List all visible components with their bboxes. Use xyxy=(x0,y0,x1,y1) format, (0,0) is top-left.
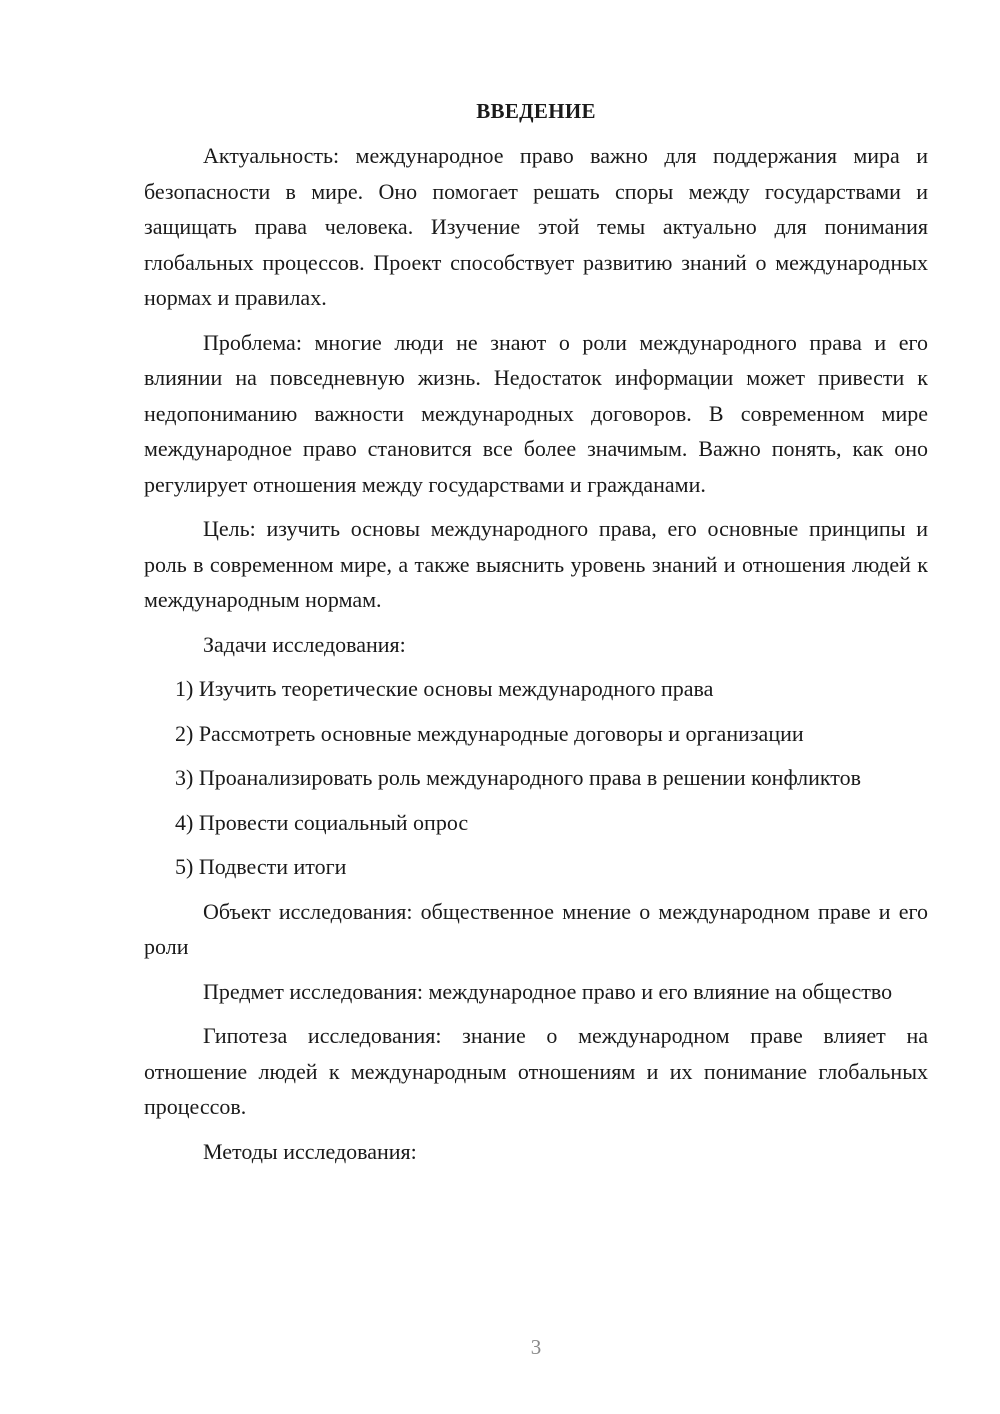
task-item: 2) Рассмотреть основные международные договоры и организации xyxy=(175,720,804,746)
page-number: 3 xyxy=(530,1335,542,1359)
task-item: 3) Проанализировать роль международного права в решении конфликтов xyxy=(175,765,862,790)
goal-paragraph: Цель: изучить основы международного права, его основные принципы и роль в современном мире, а также выяснить уровень знаний и отношения людей к международным нормам. xyxy=(144,516,928,612)
task-item: 1) Изучить теоретические основы международного права xyxy=(175,676,714,701)
tasks-label: Задачи исследования: xyxy=(203,631,406,657)
object-paragraph: Объект исследования: общественное мнение о международном праве и его роли xyxy=(144,898,928,959)
tasks-list xyxy=(144,671,928,885)
section-heading: ВВЕДЕНИЕ xyxy=(476,99,596,123)
document-body xyxy=(144,96,928,1178)
relevance-paragraph: Актуальность: международное право важно для поддержания мира и безопасности в мире. Оно помогает решать споры между государствами и защищать права человека. Изучение этой темы актуально для понимания глобальных процессов. Проект способствует развитию знаний о международных нормах и правилах. xyxy=(144,143,928,310)
subject-paragraph: Предмет исследования: международное право и его влияние на общество xyxy=(203,978,893,1004)
methods-label: Методы исследования: xyxy=(203,1138,417,1164)
problem-paragraph: Проблема: многие люди не знают о роли международного права и его влиянии на повседневную жизнь. Недостаток информации может привести к недопониманию важности международных договоров. В современном мире международное право становится все более значимым. Важно понять, как оно регулирует отношения между государствами и гражданами. xyxy=(144,329,928,497)
task-item: 4) Провести социальный опрос xyxy=(175,809,469,835)
task-item: 5) Подвести итоги xyxy=(175,854,347,879)
hypothesis-paragraph: Гипотеза исследования: знание о международном праве влияет на отношение людей к международным отношениям и их понимание глобальных процессов. xyxy=(144,1023,928,1119)
